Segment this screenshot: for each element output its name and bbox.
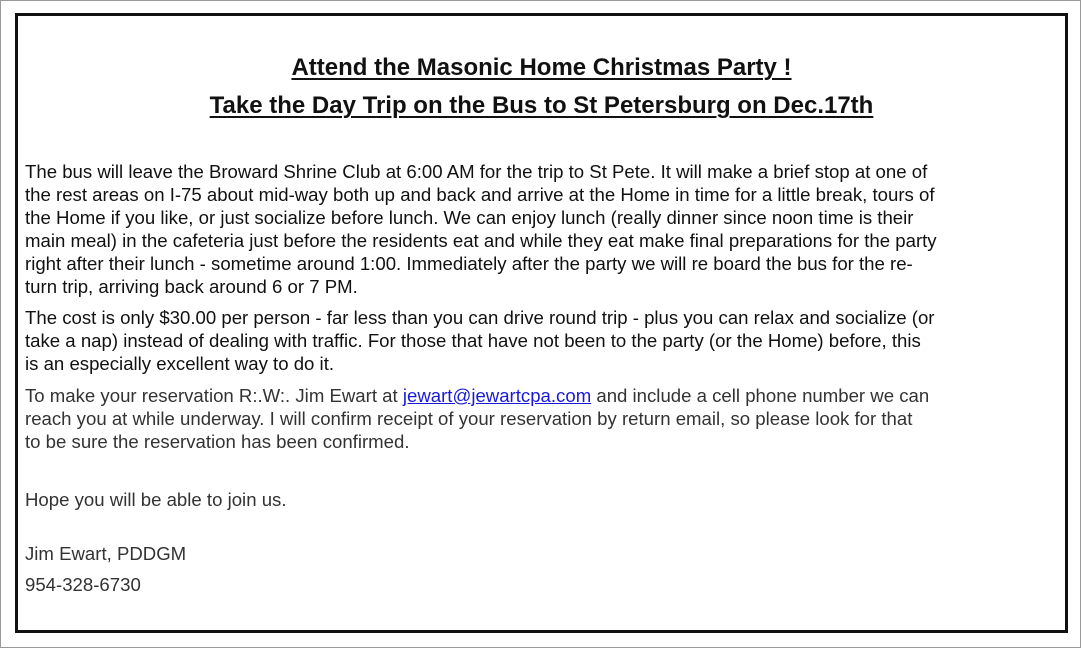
- bus-itinerary-paragraph: [25, 160, 1059, 298]
- bus-line: right after their lunch - sometime around 1:00. Immediately after the party we will re board the bus for the re-: [25, 253, 913, 274]
- reservation-paragraph: [25, 384, 1059, 453]
- cost-line: The cost is only $30.00 per person - far less than you can drive round trip - plus you can relax and socialize (or: [25, 307, 935, 328]
- reservation-text-after-email: and include a cell phone number we can: [591, 385, 930, 406]
- bus-line: The bus will leave the Broward Shrine Club at 6:00 AM for the trip to St Pete. It will make a brief stop at one of: [25, 161, 928, 182]
- flyer-title: Attend the Masonic Home Christmas Party !: [291, 54, 792, 81]
- cost-paragraph: [25, 306, 1059, 375]
- flyer-subtitle: Take the Day Trip on the Bus to St Petersburg on Dec.17th: [209, 92, 874, 119]
- bus-line: turn trip, arriving back around 6 or 7 PM.: [25, 276, 358, 297]
- bus-line: the Home if you like, or just socialize before lunch. We can enjoy lunch (really dinner since noon time is their: [25, 207, 914, 228]
- reservation-line: [25, 384, 1059, 407]
- flyer-box: [15, 13, 1068, 633]
- signature-name: Jim Ewart, PDDGM: [25, 543, 187, 564]
- cost-line: is an especially excellent way to do it.: [25, 353, 335, 374]
- bus-line: main meal) in the cafeteria just before the residents eat and while they eat make final preparations for the party: [25, 230, 937, 251]
- reservation-text-before-email: To make your reservation R:.W:. Jim Ewart at: [25, 385, 403, 406]
- bus-line: the rest areas on I-75 about mid-way both up and back and arrive at the Home in time for a little break, tours of: [25, 184, 935, 205]
- cost-line: take a nap) instead of dealing with traffic. For those that have not been to the party (or the Home) before, this: [25, 330, 921, 351]
- reservation-line: reach you at while underway. I will confirm receipt of your reservation by return email, so please look for that: [25, 408, 913, 429]
- closing-line: Hope you will be able to join us.: [25, 489, 287, 510]
- email-link[interactable]: jewart@jewartcpa.com: [402, 385, 592, 406]
- reservation-line: to be sure the reservation has been confirmed.: [25, 431, 410, 452]
- phone-number: 954-328-6730: [25, 574, 141, 595]
